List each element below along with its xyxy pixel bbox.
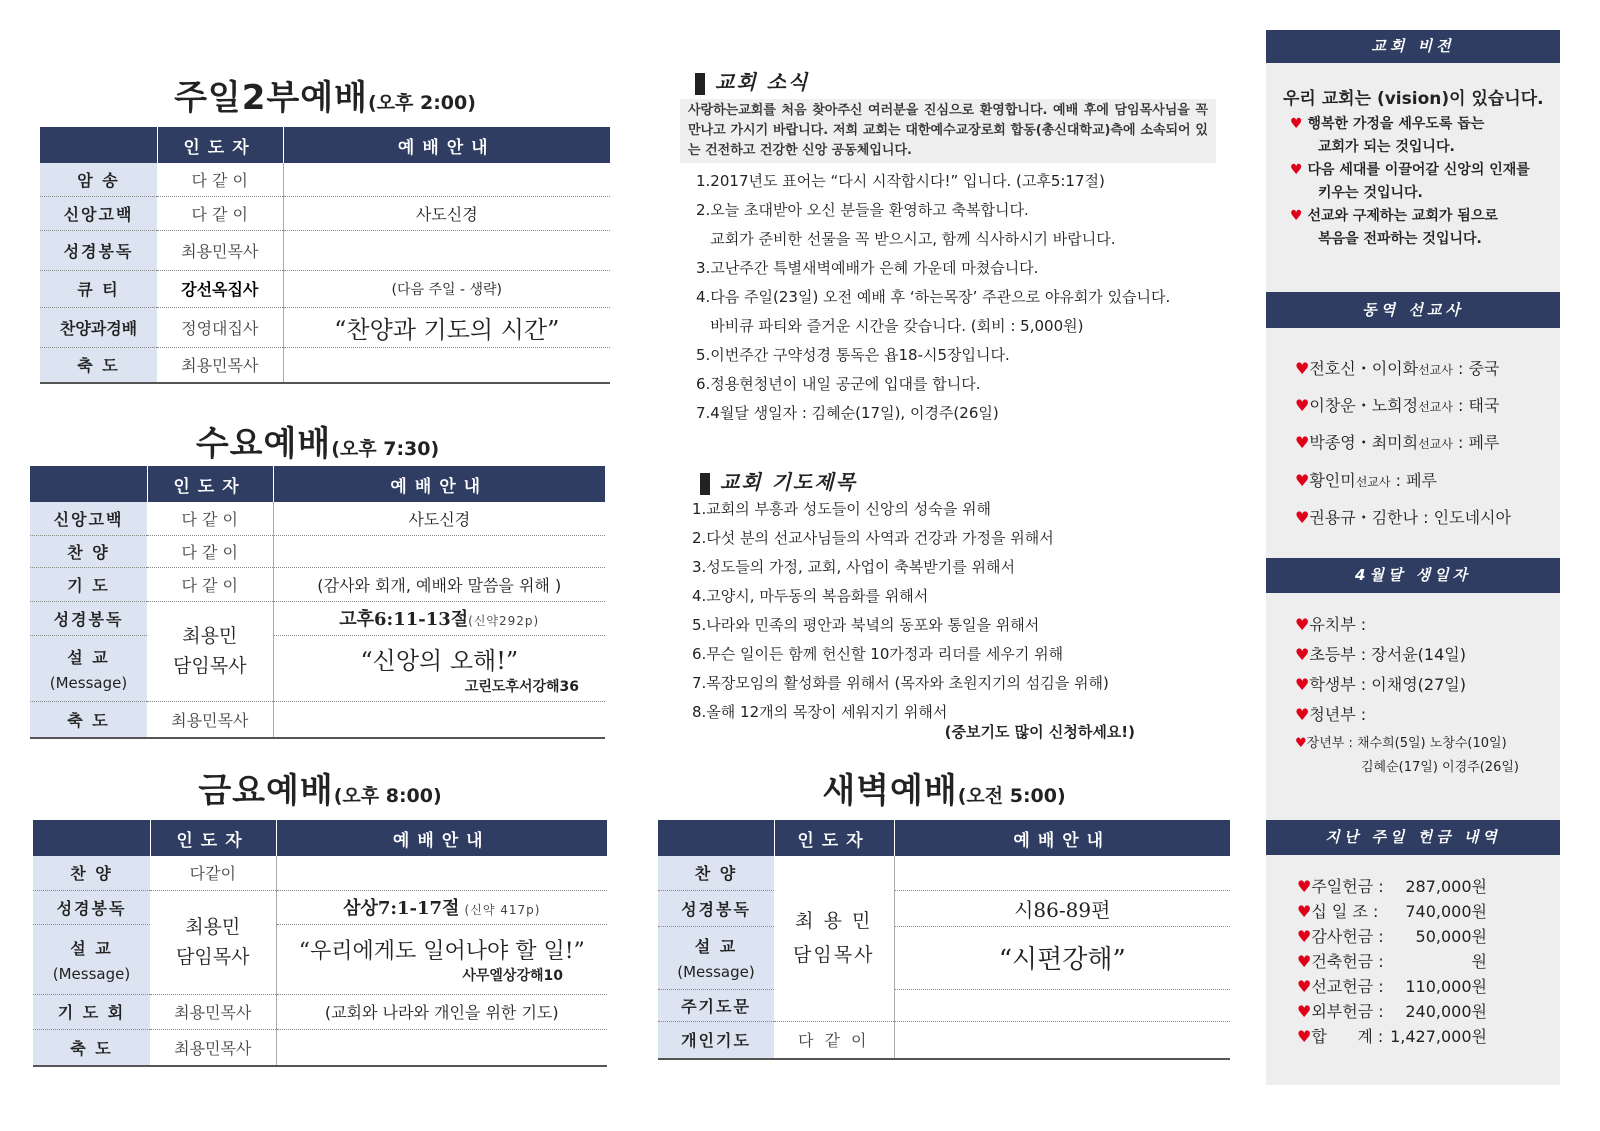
sermon-title: “신앙의 오해!” bbox=[360, 646, 519, 675]
prayer-item: 7.목장모임의 활성화를 위해서 (목자와 초원지기의 섬김을 위해) bbox=[692, 674, 1109, 692]
prayer-item: 8.올해 12개의 목장이 세워지기 위해서 bbox=[692, 703, 948, 721]
birthday-list bbox=[1295, 612, 1555, 775]
row-info bbox=[894, 890, 1230, 926]
sermon-title: “우리에게도 일어나야 할 일!” bbox=[298, 938, 585, 964]
offering-label: 합 계 : bbox=[1311, 1027, 1384, 1046]
row-info bbox=[894, 856, 1230, 890]
vision-line: 복음을 전파하는 것입니다. bbox=[1318, 231, 1482, 247]
leader-name: 최 용 민 bbox=[795, 910, 873, 933]
dawn-time: (오전 5:00) bbox=[957, 785, 1066, 807]
news-list bbox=[696, 167, 1226, 428]
row-info bbox=[273, 535, 605, 567]
wednesday-time: (오후 7:30) bbox=[331, 438, 440, 460]
prayer-item: 4.고양시, 마두동의 복음화를 위해서 bbox=[692, 587, 929, 605]
heart-icon: ♥ bbox=[1297, 1002, 1312, 1021]
row-label: 기 도 회 bbox=[33, 994, 150, 1029]
missionaries-heading: 동역 선교사 bbox=[1266, 292, 1560, 328]
merged-leader bbox=[150, 890, 276, 994]
news-item: 2.오늘 초대받아 오신 분들을 환영하고 축복합니다. bbox=[696, 201, 1029, 219]
news-item: 1.2017년도 표어는 “다시 시작합시다!” 입니다. (고후5:17절) bbox=[696, 172, 1105, 190]
sunday-title-text: 주일2부예배 bbox=[174, 78, 368, 118]
header-blank bbox=[40, 127, 157, 163]
header-leader: 인도자 bbox=[150, 820, 276, 856]
row-leader: 최용민목사 bbox=[150, 994, 276, 1029]
prayer-heading bbox=[700, 466, 857, 495]
sunday-time: (오후 2:00) bbox=[367, 92, 476, 114]
row-label bbox=[658, 926, 774, 989]
birthday-dept: 초등부 : bbox=[1309, 645, 1367, 664]
offering-amount: 740,000원 bbox=[1405, 902, 1487, 921]
birthday-item bbox=[1295, 642, 1555, 672]
missionary-names: 황인미 bbox=[1309, 471, 1356, 490]
heart-icon: ♥ bbox=[1297, 877, 1312, 896]
leader-title: 담임목사 bbox=[793, 944, 875, 967]
missionary-role: 선교사 bbox=[1355, 475, 1391, 489]
row-info bbox=[273, 601, 605, 635]
leader-title: 담임목사 bbox=[173, 655, 247, 677]
missionary-item bbox=[1295, 393, 1555, 430]
leader-title: 담임목사 bbox=[176, 946, 250, 968]
offering-item bbox=[1297, 874, 1547, 899]
row-info bbox=[283, 163, 610, 196]
row-label: 암 송 bbox=[40, 163, 157, 196]
friday-title bbox=[33, 763, 607, 812]
heart-icon: ♥ bbox=[1290, 116, 1303, 132]
offering-label: 외부헌금 : bbox=[1311, 1002, 1384, 1021]
row-label bbox=[30, 635, 147, 701]
news-item: 3.고난주간 특별새벽예배가 은혜 가운데 마쳤습니다. bbox=[696, 259, 1039, 277]
sermon-label: 설 교 bbox=[694, 937, 738, 956]
row-info bbox=[894, 989, 1230, 1021]
row-info bbox=[276, 924, 607, 994]
prayer-item: 6.무슨 일이든 함께 헌신할 10가정과 리더를 세우기 위해 bbox=[692, 645, 1064, 663]
vision-list bbox=[1290, 113, 1555, 251]
heart-icon: ♥ bbox=[1297, 927, 1312, 946]
row-label: 기 도 bbox=[30, 567, 147, 601]
missionary-role: 선교사 bbox=[1418, 437, 1453, 451]
heading-bar bbox=[700, 473, 710, 495]
row-info: 사도신경 bbox=[283, 196, 610, 230]
vision-item bbox=[1290, 113, 1555, 136]
offering-item bbox=[1297, 999, 1547, 1024]
header-leader: 인도자 bbox=[157, 127, 283, 163]
offering-amount: 50,000원 bbox=[1415, 927, 1487, 946]
offering-item bbox=[1297, 949, 1547, 974]
offering-amount: 287,000원 bbox=[1405, 877, 1487, 896]
scripture-ref: 삼상7:1-17절 bbox=[343, 898, 460, 919]
worship-theme: “찬양과 기도의 시간” bbox=[334, 315, 560, 344]
row-leader: 최용민목사 bbox=[157, 347, 283, 383]
row-label: 축 도 bbox=[33, 1029, 150, 1066]
sermon-label-en: (Message) bbox=[49, 673, 128, 692]
offering-amount: 1,427,000원 bbox=[1390, 1027, 1487, 1046]
heart-icon: ♥ bbox=[1295, 396, 1310, 415]
dawn-title bbox=[658, 763, 1230, 812]
offering-list bbox=[1297, 874, 1547, 1049]
heart-icon: ♥ bbox=[1295, 471, 1310, 490]
heart-icon: ♥ bbox=[1295, 508, 1310, 527]
row-info: (교회와 나라와 개인을 위한 기도) bbox=[276, 994, 607, 1029]
missionary-names: 권용규・김한나 bbox=[1309, 508, 1419, 527]
row-info: (감사와 회개, 예배와 말씀을 위해 ) bbox=[273, 567, 605, 601]
heart-icon: ♥ bbox=[1295, 705, 1310, 724]
birthday-dept: 유치부 : bbox=[1309, 615, 1367, 634]
scripture-page: (신약292p) bbox=[468, 614, 540, 628]
heart-icon: ♥ bbox=[1295, 359, 1310, 378]
row-leader: 다같이 bbox=[150, 856, 276, 890]
offering-amount: 110,000원 bbox=[1405, 977, 1487, 996]
vision-item bbox=[1290, 205, 1555, 228]
news-item: 교회가 준비한 선물을 꼭 받으시고, 함께 식사하시기 바랍니다. bbox=[696, 230, 1116, 248]
heart-icon: ♥ bbox=[1297, 1027, 1312, 1046]
row-info: (다음 주일 - 생략) bbox=[283, 270, 610, 307]
vision-item bbox=[1290, 159, 1555, 182]
birthday-item bbox=[1295, 672, 1555, 702]
vision-line: 선교와 구제하는 교회가 됨으로 bbox=[1307, 208, 1498, 224]
row-leader: 정영대집사 bbox=[157, 307, 283, 347]
prayer-list bbox=[692, 495, 1232, 727]
prayer-item: 2.다섯 분의 선교사님들의 사역과 건강과 가정을 위해서 bbox=[692, 529, 1054, 547]
scripture-page: (신약 417p) bbox=[464, 903, 541, 917]
news-item: 6.정용현청년이 내일 공군에 입대를 합니다. bbox=[696, 375, 981, 393]
heading-bar bbox=[695, 73, 705, 95]
row-leader: 최용민목사 bbox=[147, 701, 273, 738]
row-info bbox=[283, 307, 610, 347]
row-leader: 다 같 이 bbox=[147, 535, 273, 567]
vision-heading: 교회 비전 bbox=[1266, 30, 1560, 63]
row-label: 신앙고백 bbox=[30, 502, 147, 535]
offering-label: 감사헌금 : bbox=[1311, 927, 1384, 946]
row-info bbox=[283, 347, 610, 383]
scripture-ref: 시86-89편 bbox=[1014, 897, 1111, 922]
missionary-place: : 태국 bbox=[1452, 396, 1500, 415]
missionary-item bbox=[1295, 468, 1555, 505]
vision-line: 키우는 것입니다. bbox=[1318, 185, 1423, 201]
heart-icon: ♥ bbox=[1295, 433, 1310, 452]
birthday-item bbox=[1295, 702, 1555, 732]
sunday-title bbox=[40, 70, 610, 119]
heart-icon: ♥ bbox=[1290, 208, 1303, 224]
row-label: 성경봉독 bbox=[40, 230, 157, 270]
row-leader: 최용민목사 bbox=[157, 230, 283, 270]
row-info bbox=[894, 926, 1230, 989]
merged-leader bbox=[774, 856, 894, 1021]
news-item: 바비큐 파티와 즐거운 시간을 갖습니다. (회비 : 5,000원) bbox=[696, 317, 1084, 335]
header-leader: 인도자 bbox=[147, 466, 273, 502]
vision-line: 교회가 되는 것입니다. bbox=[1318, 139, 1455, 155]
row-info bbox=[273, 701, 605, 738]
offering-label: 선교헌금 : bbox=[1311, 977, 1384, 996]
header-info: 예배안내 bbox=[273, 466, 605, 502]
sermon-label-en: (Message) bbox=[677, 963, 755, 981]
offering-label: 건축헌금 : bbox=[1311, 952, 1384, 971]
dawn-table bbox=[658, 820, 1230, 1060]
missionary-item bbox=[1295, 505, 1555, 542]
birthday-item bbox=[1295, 732, 1555, 756]
row-info bbox=[894, 1021, 1230, 1059]
heart-icon: ♥ bbox=[1297, 902, 1312, 921]
missionary-place: : 인도네시아 bbox=[1418, 508, 1511, 527]
leader-name: 최용민 bbox=[185, 916, 241, 938]
header-leader: 인도자 bbox=[774, 820, 894, 856]
header-blank bbox=[30, 466, 147, 502]
row-label: 신앙고백 bbox=[40, 196, 157, 230]
row-label: 찬양과경배 bbox=[40, 307, 157, 347]
birthdays-heading: 4월달 생일자 bbox=[1266, 558, 1560, 593]
sermon-label: 설 교 bbox=[67, 647, 110, 667]
row-info bbox=[273, 635, 605, 701]
row-leader: 다 같 이 bbox=[147, 502, 273, 535]
row-label: 개인기도 bbox=[658, 1021, 774, 1059]
heart-icon: ♥ bbox=[1290, 162, 1303, 178]
news-item: 4.다음 주일(23일) 오전 예배 후 ‘하는목장’ 주관으로 야유회가 있습니다. bbox=[696, 288, 1171, 306]
missionary-names: 전호신・이이화 bbox=[1309, 359, 1419, 378]
prayer-item: 1.교회의 부흥과 성도들이 신앙의 성숙을 위해 bbox=[692, 500, 991, 518]
prayer-note: (중보기도 많이 신청하세요!) bbox=[944, 723, 1135, 741]
leader-name: 최용민 bbox=[182, 625, 238, 647]
row-info bbox=[276, 856, 607, 890]
missionary-role: 선교사 bbox=[1418, 363, 1453, 377]
friday-table bbox=[33, 820, 607, 1067]
friday-time: (오후 8:00) bbox=[333, 785, 442, 807]
sunday-table bbox=[40, 127, 610, 384]
row-leader: 다 같 이 bbox=[774, 1021, 894, 1059]
news-heading-text: 교회 소식 bbox=[715, 70, 810, 94]
header-info: 예배안내 bbox=[283, 127, 610, 163]
row-label: 찬 양 bbox=[33, 856, 150, 890]
birthday-names: 장서윤(14일) bbox=[1366, 645, 1466, 664]
sermon-series: 고린도후서강해36 bbox=[464, 678, 579, 695]
birthday-dept: 장년부 : bbox=[1306, 736, 1353, 751]
missionary-role: 선교사 bbox=[1418, 400, 1453, 414]
dawn-title-text: 새벽예배 bbox=[822, 771, 958, 811]
offering-item bbox=[1297, 899, 1547, 924]
sermon-label-en: (Message) bbox=[52, 964, 131, 983]
offering-heading: 지난 주일 헌금 내역 bbox=[1266, 820, 1560, 855]
heart-icon: ♥ bbox=[1295, 736, 1307, 751]
news-intro: 사랑하는교회를 처음 찾아주신 여러분을 진심으로 환영합니다. 예배 후에 담임목사님을 꼭 만나고 가시기 바랍니다. 저희 교회는 대한예수교장로회 합동(총신대학교)측에 소속되어 있는 건전하고 건강한 신앙 공동체입니다. bbox=[680, 99, 1216, 163]
header-info: 예배안내 bbox=[276, 820, 607, 856]
missionary-place: : 페루 bbox=[1452, 433, 1500, 452]
offering-amount: 240,000원 bbox=[1405, 1002, 1487, 1021]
news-item: 5.이번주간 구약성경 통독은 욥18-시5장입니다. bbox=[696, 346, 1010, 364]
offering-item bbox=[1297, 1024, 1547, 1049]
merged-leader bbox=[147, 601, 273, 701]
offering-item bbox=[1297, 924, 1547, 949]
row-label: 성경봉독 bbox=[33, 890, 150, 924]
scripture-ref: 고후6:11-13절 bbox=[339, 609, 469, 630]
news-item: 7.4월달 생일자 : 김혜순(17일), 이경주(26일) bbox=[696, 404, 999, 422]
row-label: 주기도문 bbox=[658, 989, 774, 1021]
prayer-item: 5.나라와 민족의 평안과 북녘의 동포와 통일을 위해서 bbox=[692, 616, 1040, 634]
birthday-item bbox=[1295, 612, 1555, 642]
row-info: 사도신경 bbox=[273, 502, 605, 535]
offering-amount: 원 bbox=[1471, 952, 1487, 971]
wednesday-title-text: 수요예배 bbox=[195, 424, 332, 464]
missionary-names: 박종영・최미희 bbox=[1309, 433, 1419, 452]
sermon-series: 사무엘상강해10 bbox=[462, 967, 563, 984]
heart-icon: ♥ bbox=[1295, 615, 1310, 634]
sermon-label: 설 교 bbox=[70, 938, 113, 958]
row-leader: 다 같 이 bbox=[157, 163, 283, 196]
missionary-item bbox=[1295, 430, 1555, 468]
row-leader: 다 같 이 bbox=[147, 567, 273, 601]
wednesday-title bbox=[30, 416, 605, 465]
row-leader: 최용민목사 bbox=[150, 1029, 276, 1066]
row-label: 성경봉독 bbox=[658, 890, 774, 926]
birthday-extra: 김혜순(17일) 이경주(26일) bbox=[1361, 760, 1519, 775]
row-label: 성경봉독 bbox=[30, 601, 147, 635]
row-label: 축 도 bbox=[30, 701, 147, 738]
vision-line: 다음 세대를 이끌어갈 신앙의 인재를 bbox=[1307, 162, 1530, 178]
header-blank bbox=[658, 820, 774, 856]
missionary-place: : 페루 bbox=[1390, 471, 1437, 490]
birthday-names: 이채영(27일) bbox=[1366, 675, 1466, 694]
friday-title-text: 금요예배 bbox=[198, 771, 334, 811]
offering-item bbox=[1297, 974, 1547, 999]
missionary-names: 이창운・노희정 bbox=[1309, 396, 1419, 415]
row-info bbox=[276, 1029, 607, 1066]
row-label: 찬 양 bbox=[658, 856, 774, 890]
row-label bbox=[33, 924, 150, 994]
row-info bbox=[283, 230, 610, 270]
birthday-dept: 청년부 : bbox=[1309, 705, 1367, 724]
prayer-heading-text: 교회 기도제목 bbox=[720, 470, 857, 494]
row-leader: 강선옥집사 bbox=[157, 270, 283, 307]
row-label: 축 도 bbox=[40, 347, 157, 383]
row-label: 찬 양 bbox=[30, 535, 147, 567]
row-leader: 다 같 이 bbox=[157, 196, 283, 230]
sermon-title: “시편강해” bbox=[998, 945, 1126, 975]
missionary-item bbox=[1295, 356, 1555, 393]
heart-icon: ♥ bbox=[1297, 952, 1312, 971]
vision-lead: 우리 교회는 (vision)이 있습니다. bbox=[1283, 89, 1544, 109]
birthday-names: 채수희(5일) 노창수(10일) bbox=[1352, 736, 1507, 751]
heart-icon: ♥ bbox=[1297, 977, 1312, 996]
offering-label: 십 일 조 : bbox=[1311, 902, 1379, 921]
prayer-item: 3.성도들의 가정, 교회, 사업이 축복받기를 위해서 bbox=[692, 558, 1015, 576]
header-info: 예배안내 bbox=[894, 820, 1230, 856]
birthday-dept: 학생부 : bbox=[1309, 675, 1367, 694]
heart-icon: ♥ bbox=[1295, 675, 1310, 694]
heart-icon: ♥ bbox=[1295, 645, 1310, 664]
vision-line: 행복한 가정을 세우도록 돕는 bbox=[1307, 116, 1485, 132]
offering-label: 주일헌금 : bbox=[1311, 877, 1384, 896]
missionary-place: : 중국 bbox=[1452, 359, 1500, 378]
wednesday-table bbox=[30, 466, 605, 739]
news-heading bbox=[695, 66, 809, 95]
missionary-list bbox=[1295, 356, 1555, 542]
row-label: 큐 티 bbox=[40, 270, 157, 307]
header-blank bbox=[33, 820, 150, 856]
row-info bbox=[276, 890, 607, 924]
